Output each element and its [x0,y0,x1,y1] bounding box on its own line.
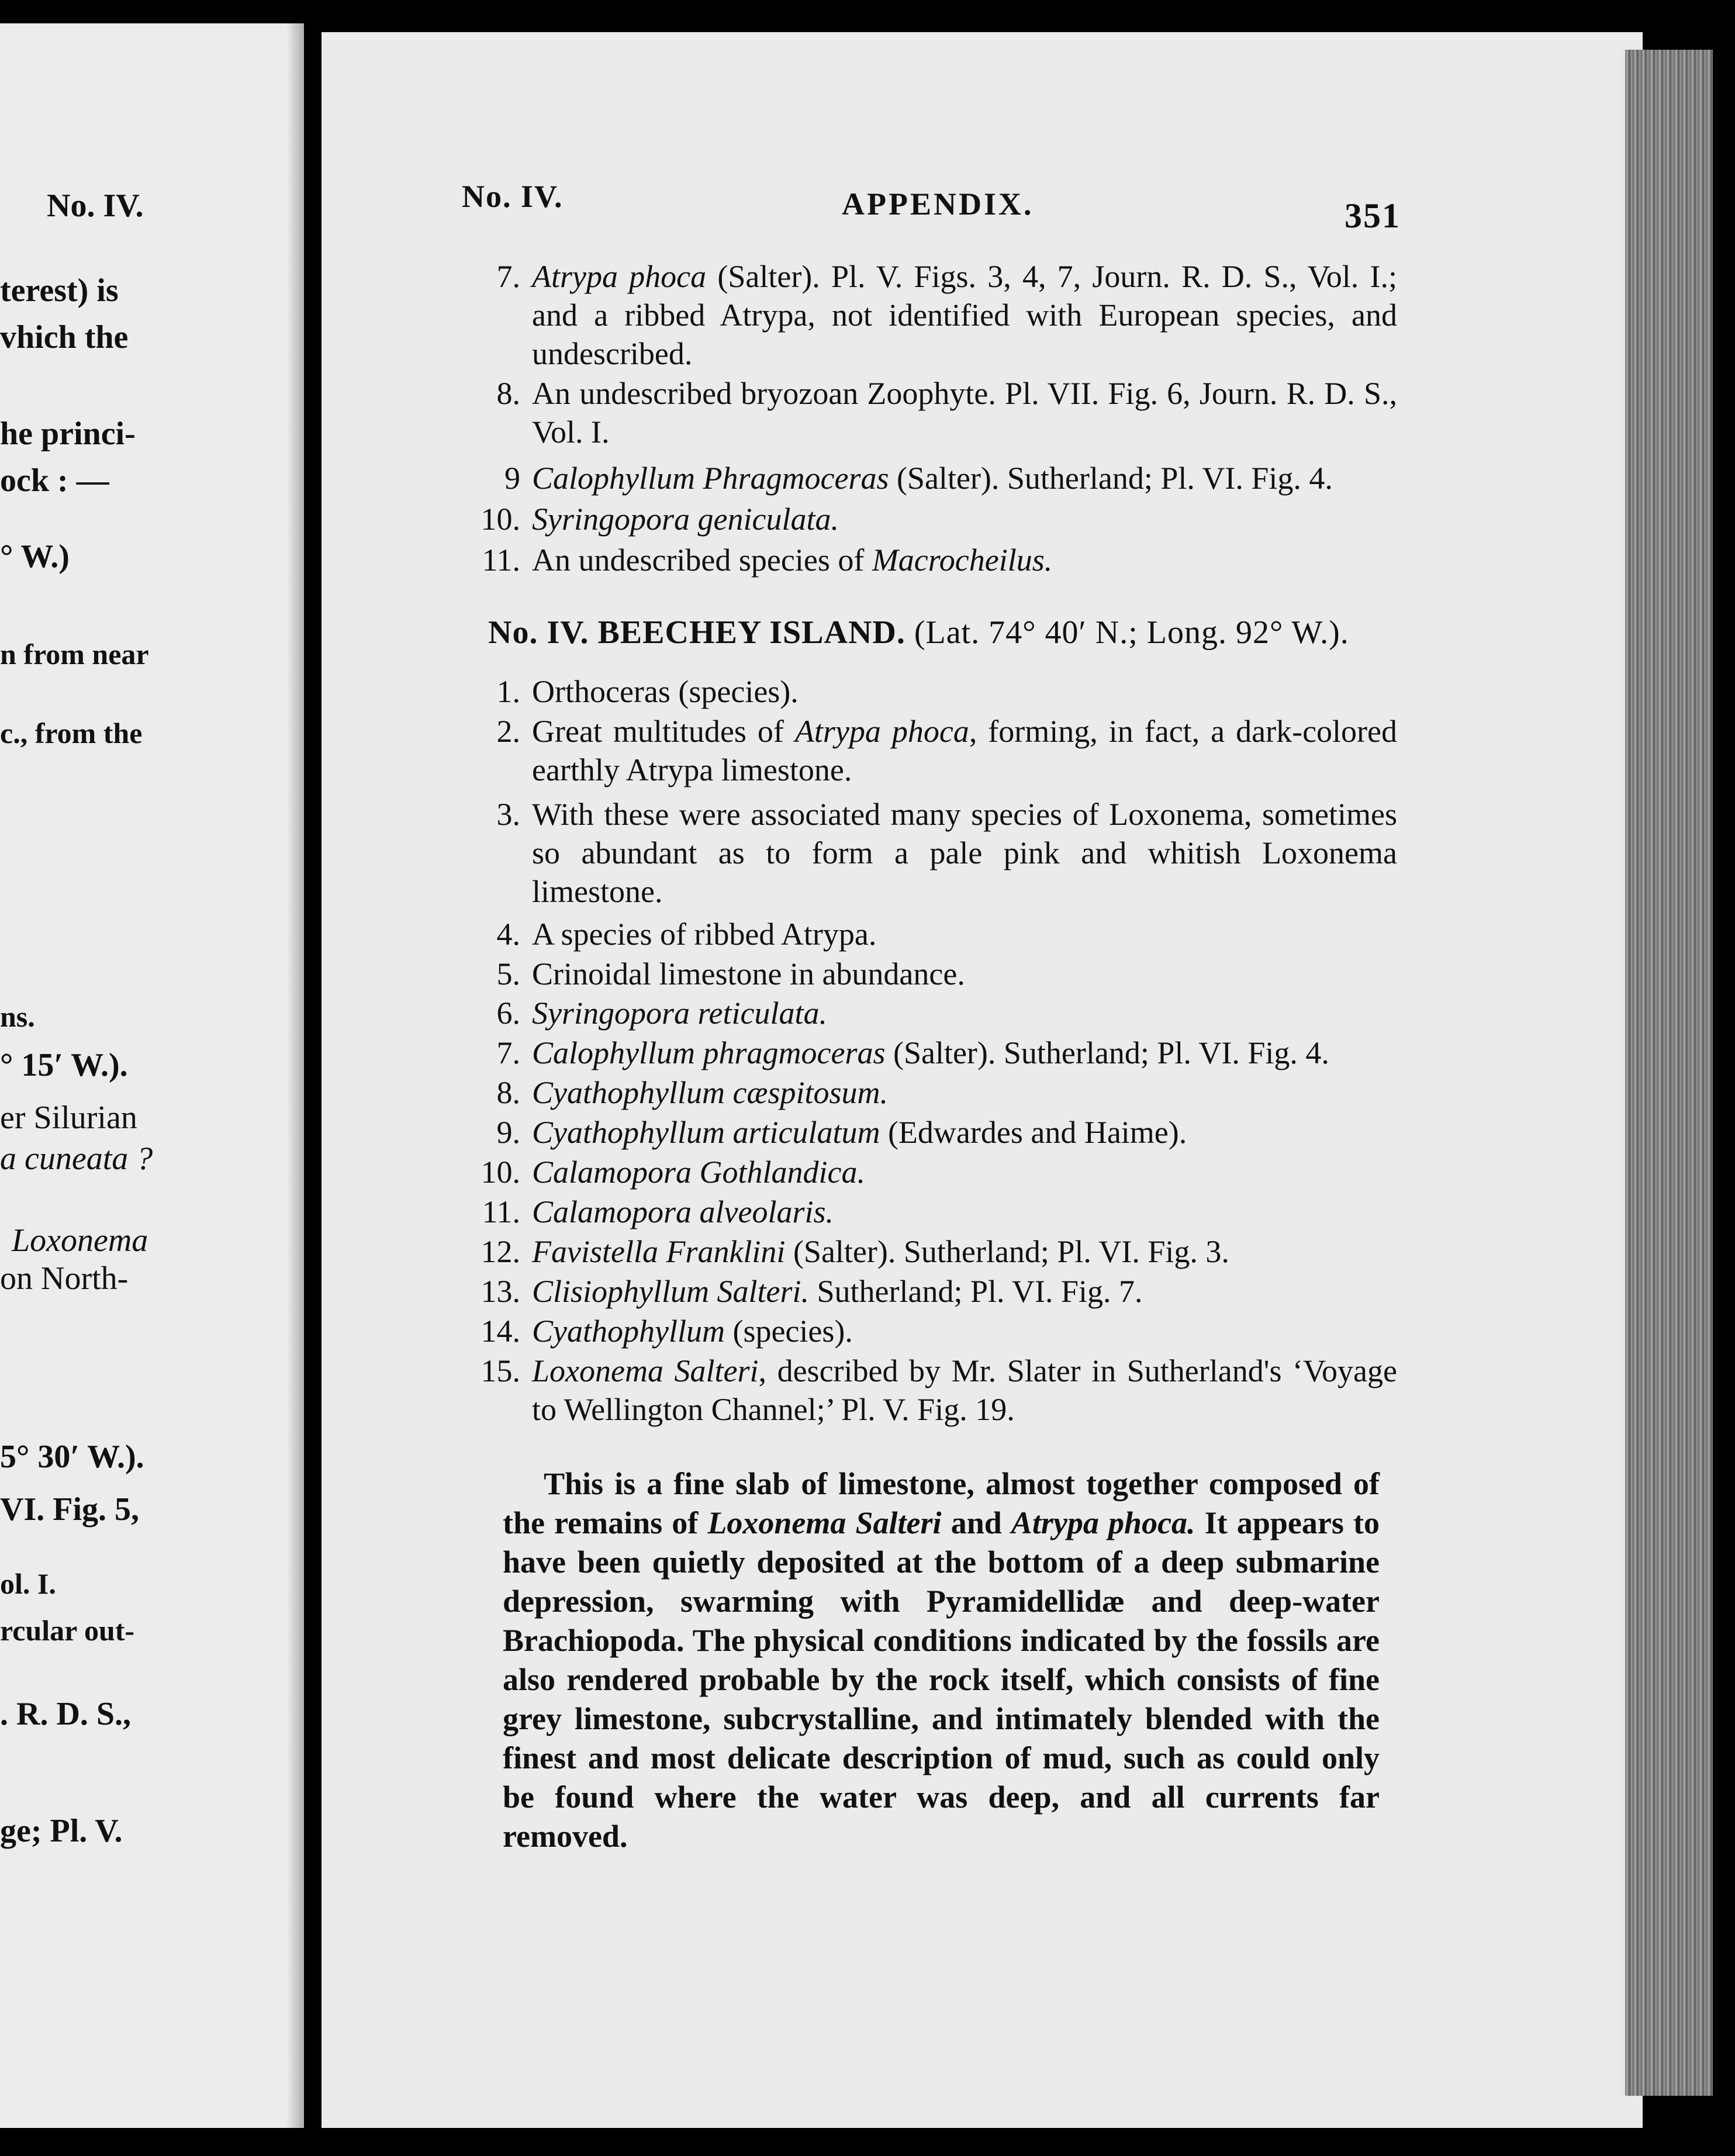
left-page-line: on North- [0,1260,129,1297]
item-number: 11. [482,1194,520,1229]
species-name: Atrypa phoca [532,259,707,294]
species-name: Calamopora Gothlandica. [532,1155,866,1190]
left-page-line: n from near [0,638,149,671]
item-number: 13. [481,1274,520,1309]
section-coordinates: (Lat. 74° 40′ N.; Long. 92° W.). [914,614,1349,651]
item-detail: Crinoidal limestone in abundance. [532,956,965,991]
item-number: 9. [496,1115,520,1150]
species-name: Macrocheilus. [872,543,1053,578]
book-gutter [304,23,322,2128]
species-name: Syringopora geniculata. [532,502,839,537]
paragraph-text: and [941,1505,1011,1540]
page-number: 351 [1345,196,1401,235]
item-text [532,955,1397,993]
item-detail: Orthoceras (species). [532,674,799,709]
left-page-line: ° 15′ W.). [0,1047,128,1083]
species-name: Calophyllum phragmoceras [532,1035,886,1070]
species-name: Syringopora reticulata. [532,996,827,1031]
left-page-line: a cuneata ? [0,1141,153,1177]
species-name: Clisiophyllum Salteri. [532,1274,810,1309]
item-number: 2. [496,714,520,749]
species-name: Calophyllum Phragmoceras [532,461,889,496]
item-number: 10. [481,502,520,537]
item-number: 7. [496,1035,520,1070]
list-item [462,712,1397,794]
item-text [532,1232,1397,1271]
item-text [532,672,1397,711]
species-name: Loxonema Salteri [707,1505,942,1540]
paragraph-text: This is a fine slab of limestone, almost together composed of the remains of [503,1466,1380,1540]
item-detail: An undescribed bryozoan Zoophyte. Pl. VII. Fig. 6, Journ. R. D. S., Vol. I. [532,376,1397,450]
left-page-line: vhich the [0,319,129,355]
left-page-line: ns. [0,1000,35,1033]
left-page-line: 5° 30′ W.). [0,1439,144,1475]
item-text [532,795,1397,911]
item-text [532,374,1397,451]
item-number: 11. [482,543,520,578]
section-heading [488,614,1400,651]
item-number: 8. [496,376,520,411]
left-page-line: Loxonema [12,1222,148,1259]
item-detail: , forming, in fact, a dark-colored earthly Atrypa limestone. [532,714,1397,787]
left-page-line: . R. D. S., [0,1696,132,1732]
item-text [532,994,1397,1032]
species-name: Cyathophyllum articulatum [532,1115,880,1150]
section-title: No. IV. BEECHEY ISLAND. [488,614,905,651]
item-detail: (species). [724,1314,853,1349]
item-text [532,712,1397,789]
item-text [532,541,1397,579]
left-page-line: rcular out- [0,1614,135,1647]
item-detail: A species of ribbed Atrypa. [532,917,877,952]
left-page-line: VI. Fig. 5, [0,1491,139,1528]
item-number: 7. [496,259,520,294]
item-number: 15. [481,1353,520,1388]
item-number: 12. [481,1234,520,1269]
item-text [532,1113,1397,1152]
left-page-line: he princi- [0,416,136,452]
item-text [532,257,1397,373]
item-detail: An undescribed species of [532,543,872,578]
item-text [532,459,1397,497]
species-name: Atrypa phoca [794,714,969,749]
item-detail: (Salter). Pl. V. Figs. 3, 4, 7, Journ. R. D. S., Vol. I.; and a ribbed Atrypa, not identified with European species, and undescribed. [532,259,1397,371]
species-name: Cyathophyllum cæspitosum. [532,1075,888,1110]
item-text [532,500,1397,538]
item-number: 1. [496,674,520,709]
running-head-title: APPENDIX. [842,186,1034,222]
left-facing-page [0,23,304,2128]
item-detail: (Salter). Sutherland; Pl. VI. Fig. 4. [885,1035,1329,1070]
item-text [532,1352,1397,1429]
list-item [462,374,1397,456]
item-detail: (Edwardes and Haime). [880,1115,1187,1150]
item-detail: Sutherland; Pl. VI. Fig. 7. [809,1274,1143,1309]
item-number: 3. [496,797,520,832]
item-detail: , described by Mr. Slater in Sutherland's ‘Voyage to Wellington Channel;’ Pl. V. Fig. 19. [532,1353,1397,1427]
species-name: Favistella Franklini [532,1234,786,1269]
item-detail: Great multitudes of [532,714,795,749]
item-number: 10. [481,1155,520,1190]
paragraph-text: It appears to have been quietly deposited at the bottom of a deep submarine depression, swarming with Pyramidellidæ and deep-water Brachiopoda. The physical conditions indicated by the fossils are also rendered probable by the rock itself, which consists of fine grey limestone, subcrystalline, and intimately blended with the finest and most delicate description of mud, such as could only be found where the water was deep, and all currents far removed. [503,1505,1380,1854]
item-detail: (Salter). Sutherland; Pl. VI. Fig. 4. [889,461,1333,496]
item-detail: With these were associated many species of Loxonema, sometimes so abundant as to form a pale pink and whitish Loxonema limestone. [532,797,1397,909]
item-number: 14. [481,1314,520,1349]
item-number: 6. [496,996,520,1031]
item-number: 9 [504,461,520,496]
species-name: Loxonema Salteri [532,1353,759,1388]
left-page-line: No. IV. [47,188,144,224]
list-item [462,257,1397,374]
left-page-line: er Silurian [0,1100,137,1136]
item-number: 5. [496,956,520,991]
item-number: 4. [496,917,520,952]
item-text [532,1193,1397,1231]
item-text [532,1312,1397,1350]
species-name: Cyathophyllum [532,1314,725,1349]
item-number: 8. [496,1075,520,1110]
left-page-line: ol. I. [0,1567,56,1600]
running-head-section: No. IV. [462,179,564,214]
species-name: Atrypa phoca. [1011,1505,1195,1540]
item-text [532,1272,1397,1311]
body-paragraph [503,1464,1380,1856]
page-stack-edges [1625,50,1713,2096]
item-text [532,915,1397,953]
list-item [462,795,1397,912]
left-page-line: ° W.) [0,538,70,575]
left-page-line: terest) is [0,272,119,309]
item-text [532,1153,1397,1191]
list-item [462,1352,1397,1433]
left-page-line: ge; Pl. V. [0,1813,123,1849]
item-text [532,1073,1397,1112]
left-page-line: ock : — [0,462,109,499]
item-text [532,1034,1397,1072]
species-name: Calamopora alveolaris. [532,1194,834,1229]
left-page-line: c., from the [0,717,143,749]
item-detail: (Salter). Sutherland; Pl. VI. Fig. 3. [785,1234,1229,1269]
